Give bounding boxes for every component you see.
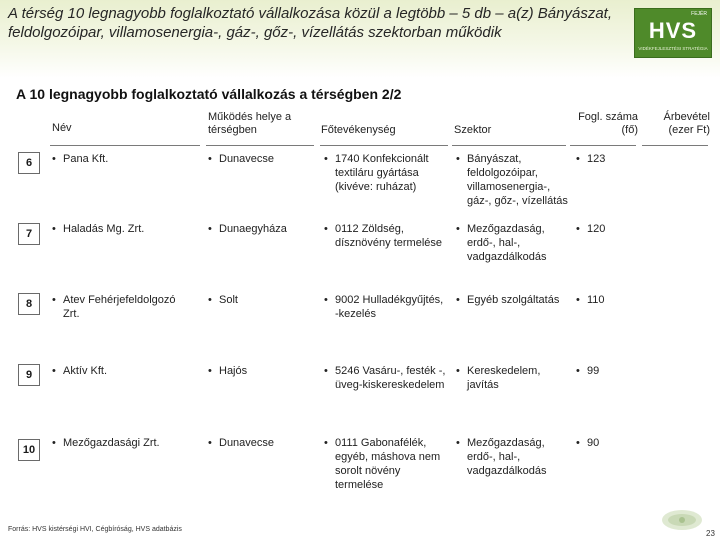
company-sector: [456, 364, 568, 392]
cell-text: Egyéb szolgáltatás: [467, 294, 560, 306]
company-activity: [324, 293, 448, 321]
company-location: [208, 436, 314, 450]
company-activity: [324, 222, 448, 250]
logo-top-text: FEJÉR: [691, 11, 707, 17]
header-divider: [642, 145, 708, 146]
company-sector: [456, 436, 568, 478]
bullet-icon: •: [208, 437, 212, 449]
cell-text: 9002 Hulladékgyűjtés, -kezelés: [335, 294, 444, 320]
bullet-icon: •: [208, 294, 212, 306]
cell-text: 110: [587, 294, 605, 306]
cell-text: Aktív Kft.: [63, 365, 108, 377]
company-employees: [576, 293, 636, 307]
cell-text: 5246 Vasáru-, festék -, üveg-kiskereskedelem: [335, 365, 446, 391]
company-sector: [456, 152, 568, 208]
rank-badge: 7: [18, 223, 40, 245]
bullet-icon: •: [52, 437, 56, 449]
bullet-icon: •: [456, 153, 460, 165]
bullet-icon: •: [208, 365, 212, 377]
bullet-icon: •: [576, 437, 580, 449]
bullet-icon: •: [324, 294, 328, 306]
bullet-icon: •: [456, 365, 460, 377]
bullet-icon: •: [324, 365, 328, 377]
hvs-logo: [634, 8, 712, 58]
header-divider: [50, 145, 200, 146]
rank-badge: 10: [18, 439, 40, 461]
company-activity: [324, 152, 448, 194]
company-employees: [576, 222, 636, 236]
cell-text: Dunavecse: [219, 437, 275, 449]
header-divider: [206, 145, 314, 146]
bullet-icon: •: [456, 223, 460, 235]
cell-text: Atev Fehérjefeldolgozó Zrt.: [63, 294, 176, 320]
bullet-icon: •: [208, 153, 212, 165]
header-divider: [570, 145, 636, 146]
hvs-emblem-icon: [660, 508, 704, 532]
column-header-name: Név: [52, 122, 72, 134]
cell-text: Dunavecse: [219, 153, 275, 165]
column-header-activity: Főtevékenység: [321, 124, 396, 136]
company-name: [52, 364, 200, 378]
company-location: [208, 152, 314, 166]
column-header-sector: Szektor: [454, 124, 492, 136]
column-header-employees: Fogl. száma (fő): [578, 111, 638, 136]
bullet-icon: •: [324, 437, 328, 449]
cell-text: 99: [587, 365, 600, 377]
bullet-icon: •: [52, 294, 56, 306]
cell-text: Bányászat, feldolgozóipar, villamosenergia-, gáz-, gőz-, vízellátás: [467, 153, 568, 207]
company-employees: [576, 152, 636, 166]
bullet-icon: •: [576, 223, 580, 235]
rank-badge: 6: [18, 152, 40, 174]
source-note: Forrás: HVS kistérségi HVI, Cégbíróság, HVS adatbázis: [8, 526, 182, 533]
cell-text: Haladás Mg. Zrt.: [63, 223, 145, 235]
cell-text: Mezőgazdasági Zrt.: [63, 437, 160, 449]
bullet-icon: •: [456, 437, 460, 449]
bullet-icon: •: [324, 153, 328, 165]
company-name: [52, 436, 200, 450]
header-divider: [320, 145, 448, 146]
table-title: A 10 legnagyobb foglalkoztató vállalkozás a térségben 2/2: [16, 86, 402, 102]
company-location: [208, 364, 314, 378]
bullet-icon: •: [52, 223, 56, 235]
cell-text: Solt: [219, 294, 238, 306]
cell-text: Pana Kft.: [63, 153, 109, 165]
bullet-icon: •: [576, 153, 580, 165]
company-sector: [456, 293, 572, 307]
logo-text: HVS: [648, 18, 698, 43]
cell-text: 120: [587, 223, 606, 235]
company-sector: [456, 222, 568, 264]
cell-text: Mezőgazdaság, erdő-, hal-, vadgazdálkodás: [467, 223, 547, 263]
bullet-icon: •: [208, 223, 212, 235]
bullet-icon: •: [576, 294, 580, 306]
cell-text: 0112 Zöldség, dísznövény termelése: [335, 223, 442, 249]
company-activity: [324, 436, 448, 492]
slide-headline: A térség 10 legnagyobb foglalkoztató vállalkozása közül a legtöbb – 5 db – a(z) Bányászat, feldolgozóipar, villamosenergia-, gáz-, gőz-, vízellátás szektorban működik: [8, 5, 612, 41]
bullet-icon: •: [324, 223, 328, 235]
column-header-location: Működés helye a térségben: [208, 111, 292, 136]
column-header-revenue: Árbevétel (ezer Ft): [663, 111, 710, 136]
company-name: [52, 152, 200, 166]
header-divider: [452, 145, 566, 146]
company-location: [208, 222, 314, 236]
bullet-icon: •: [52, 153, 56, 165]
company-activity: [324, 364, 448, 392]
company-location: [208, 293, 314, 307]
page-number: 23: [706, 529, 715, 538]
cell-text: Mezőgazdaság, erdő-, hal-, vadgazdálkodás: [467, 437, 547, 477]
cell-text: Dunaegyháza: [219, 223, 287, 235]
cell-text: 1740 Konfekcionált textiláru gyártása (kivéve: ruházat): [335, 153, 429, 193]
logo-subtext: VIDÉKFEJLESZTÉSI STRATÉGIA: [638, 46, 708, 51]
cell-text: 123: [587, 153, 606, 165]
bullet-icon: •: [576, 365, 580, 377]
bullet-icon: •: [52, 365, 56, 377]
rank-badge: 9: [18, 364, 40, 386]
bullet-icon: •: [456, 294, 460, 306]
company-employees: [576, 436, 636, 450]
company-name: [52, 293, 184, 321]
cell-text: 90: [587, 437, 600, 449]
cell-text: 0111 Gabonafélék, egyéb, máshova nem sorolt növény termelése: [335, 437, 441, 491]
rank-badge: 8: [18, 293, 40, 315]
cell-text: Kereskedelem, javítás: [467, 365, 541, 391]
company-name: [52, 222, 200, 236]
company-employees: [576, 364, 636, 378]
cell-text: Hajós: [219, 365, 248, 377]
